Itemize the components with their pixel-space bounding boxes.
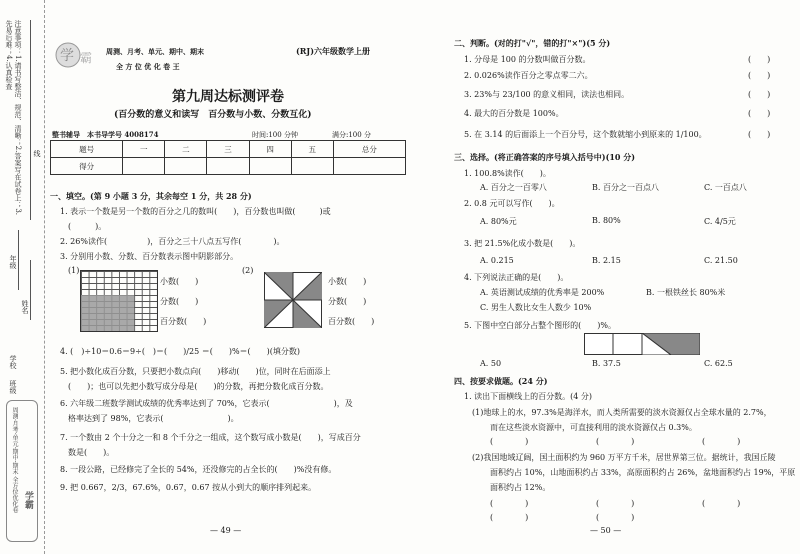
problem-1-1-line2: 而在这些淡水资源中，可直接利用的淡水资源仅占 0.3%。 — [490, 423, 697, 432]
judge-2: 2. 0.026%读作百分之零点零二六。 — [464, 71, 593, 80]
choice-2-c[interactable]: C. 4/5元 — [704, 217, 736, 226]
answer-1-1-b[interactable]: ( ) — [596, 437, 635, 446]
score-cell[interactable] — [249, 158, 291, 175]
page-number-50: — 50 — — [590, 526, 622, 535]
choice-4-b[interactable]: B. 一根铁丝长 80%米 — [646, 288, 726, 297]
judge-1-answer[interactable]: ( ) — [748, 55, 771, 64]
score-table — [50, 140, 406, 175]
meta-time: 时间:100 分钟 — [252, 131, 298, 139]
choice-2-a[interactable]: A. 80%元 — [480, 217, 517, 226]
book-tag: (RJ)六年级数学上册 — [296, 46, 371, 56]
score-header: 一 — [123, 141, 165, 158]
choice-4: 4. 下列说法正确的是( )。 — [464, 273, 569, 282]
judge-1: 1. 分母是 100 的分数叫做百分数。 — [464, 55, 591, 64]
answer-1-1-c[interactable]: ( ) — [702, 437, 741, 446]
answer-1-2-e[interactable]: ( ) — [596, 513, 635, 522]
fig1-fraction: 分数( ) — [160, 297, 199, 306]
fig2-label: (2) — [242, 266, 254, 275]
choice-1-b[interactable]: B. 百分之一百点八 — [592, 183, 659, 192]
judge-3: 3. 23%与 23/100 的意义相同，读法也相同。 — [464, 90, 630, 99]
section-1-heading: 一、填空。(第 9 小题 3 分，其余每空 1 分，共 28 分) — [50, 191, 252, 201]
problem-1-2-line1: (2)我国地域辽阔，国土面积约为 960 万平方千米，居世界第三位。据统计，我国丘陵 — [472, 453, 776, 462]
meta-score: 满分:100 分 — [332, 131, 371, 139]
choice-1-a[interactable]: A. 百分之一百零八 — [480, 183, 547, 192]
choice-1-c[interactable]: C. 一百点八 — [704, 183, 747, 192]
problem-1-1-line1: (1)地球上的水，97.3%是海洋水，而人类所需要的淡水资源仅占全球水量的 2.7%， — [472, 408, 772, 417]
q8: 8. 一段公路，已经修完了全长的 54%，还没修完的占全长的( )%没有修。 — [60, 465, 337, 474]
hundred-grid-figure — [80, 270, 158, 332]
q9: 9. 把 0.667，2/3，67.6%，0.67，0.67 按从小到大的顺序排列起来。 — [60, 483, 317, 492]
cut-label: 线 — [33, 150, 41, 157]
pinwheel-figure — [264, 272, 322, 328]
choice-5-b[interactable]: B. 37.5 — [592, 359, 621, 368]
choice-1: 1. 100.8%读作( )。 — [464, 169, 551, 178]
page-title: 第九周达标测评卷 — [172, 89, 284, 105]
section-4-heading: 四、按要求做题。(24 分) — [454, 376, 548, 386]
score-cell[interactable] — [123, 158, 165, 175]
fig1-label: (1) — [68, 266, 80, 275]
judge-4-answer[interactable]: ( ) — [748, 109, 771, 118]
page-subtitle: (百分数的意义和读写 百分数与小数、分数互化) — [114, 110, 312, 120]
answer-1-2-a[interactable]: ( ) — [490, 499, 529, 508]
q7-line1: 7. 一个数由 2 个十分之一和 8 个千分之一组成，这个数写成小数是( )，写成百分 — [60, 433, 361, 442]
brand-stamp — [6, 400, 38, 542]
choice-3-a[interactable]: A. 0.215 — [480, 256, 514, 265]
q1-line1: 1. 表示一个数是另一个数的百分之几的数叫( )，百分数也叫做( )或 — [60, 207, 331, 216]
answer-1-1-a[interactable]: ( ) — [490, 437, 529, 446]
q2: 2. 26%读作( )，百分之三十八点五写作( )。 — [60, 237, 285, 246]
judge-4: 4. 最大的百分数是 100%。 — [464, 109, 564, 118]
q7-line2: 数是( )。 — [68, 448, 115, 457]
problem-1-2-line2: 面积约占 10%，山地面积约占 33%，高原面积约占 26%，盆地面积约占 19%，平原 — [490, 468, 796, 477]
choice-5-c[interactable]: C. 62.5 — [704, 359, 733, 368]
score-row-label: 得分 — [51, 158, 123, 175]
fig2-percent: 百分数( ) — [328, 317, 375, 326]
brand-logo-icon — [54, 40, 104, 70]
score-header: 总分 — [333, 141, 405, 158]
score-header: 题号 — [51, 141, 123, 158]
answer-1-2-b[interactable]: ( ) — [596, 499, 635, 508]
score-header-row — [51, 141, 406, 158]
q1-line2: ( )。 — [68, 222, 107, 231]
svg-text:霸: 霸 — [80, 51, 93, 65]
score-header: 二 — [165, 141, 207, 158]
fig2-fraction: 分数( ) — [328, 297, 367, 306]
stamp-text: 周测·月考·单元·期中·期末 全方位优化卷 — [11, 407, 18, 513]
meta-left: 整书辅导 本书导学号 4008174 — [52, 130, 159, 139]
choice-3-c[interactable]: C. 21.50 — [704, 256, 738, 265]
section-3-heading: 三、选择。(将正确答案的序号填入括号中)(10 分) — [454, 152, 636, 162]
page-50 — [418, 0, 796, 554]
q5-line1: 5. 把小数化成百分数，只要把小数点向( )移动( )位，同时在后面添上 — [60, 367, 331, 376]
strip-figure — [584, 333, 700, 355]
answer-1-2-d[interactable]: ( ) — [490, 513, 529, 522]
name-label: 姓名 — [21, 300, 29, 314]
stamp-brand: 学霸 — [23, 491, 33, 509]
binding-notes: 注意事项：1.请书写整洁、规范、清晰；2.答案写在试卷上；3.先易后难；4.认真检查 — [5, 20, 22, 216]
binding-strip — [0, 0, 45, 554]
score-cell[interactable] — [291, 158, 333, 175]
choice-5: 5. 下图中空白部分占整个图形的( )%。 — [464, 321, 617, 330]
choice-5-a[interactable]: A. 50 — [480, 359, 502, 368]
choice-3: 3. 把 21.5%化成小数是( )。 — [464, 239, 581, 248]
school-label: 学校 — [9, 355, 17, 369]
judge-5-answer[interactable]: ( ) — [748, 130, 771, 139]
fig1-decimal: 小数( ) — [160, 277, 199, 286]
fig2-decimal: 小数( ) — [328, 277, 367, 286]
score-header: 五 — [291, 141, 333, 158]
class-label: 班级 — [9, 380, 17, 394]
score-header: 三 — [207, 141, 249, 158]
judge-5: 5. 在 3.14 的后面添上一个百分号，这个数就缩小到原来的 1/100。 — [464, 130, 707, 139]
page-49 — [46, 0, 406, 554]
score-cell[interactable] — [165, 158, 207, 175]
grade-label: 年级 — [9, 255, 17, 269]
judge-3-answer[interactable]: ( ) — [748, 90, 771, 99]
binding-line — [30, 20, 31, 220]
svg-text:学: 学 — [60, 48, 74, 64]
q5-line2: ( )；也可以先把小数写成分母是( )的分数，再把分数化成百分数。 — [68, 382, 329, 391]
choice-4-a[interactable]: A. 英语测试成绩的优秀率是 200% — [480, 288, 605, 297]
score-row — [51, 158, 406, 175]
section-2-heading: 二、判断。(对的打"√"，错的打"×")(5 分) — [454, 38, 611, 48]
problem-1: 1. 读出下面横线上的百分数。(4 分) — [464, 392, 593, 401]
q3: 3. 分别用小数、分数、百分数表示图中阴影部分。 — [60, 252, 239, 261]
choice-4-c[interactable]: C. 男生人数比女生人数少 10% — [480, 303, 592, 312]
choice-2: 2. 0.8 元可以写作( )。 — [464, 199, 560, 208]
choice-3-b[interactable]: B. 2.15 — [592, 256, 621, 265]
fig1-percent: 百分数( ) — [160, 317, 207, 326]
answer-1-2-c[interactable]: ( ) — [702, 499, 741, 508]
q6-line2: 格率达到了 98%，它表示( )。 — [68, 414, 239, 423]
score-cell[interactable] — [207, 158, 249, 175]
q4: 4. ( )÷10＝0.6＝9÷( )＝( )/25 ＝( )%＝( )(填分数) — [60, 347, 301, 356]
judge-2-answer[interactable]: ( ) — [748, 71, 771, 80]
q6-line1: 6. 六年级二班数学测试成绩的优秀率达到了 70%，它表示( )，及 — [60, 399, 353, 408]
brand-sub: 全 方 位 优 化 卷 王 — [116, 62, 180, 71]
name-field[interactable] — [30, 260, 31, 320]
page-number-49: — 49 — — [210, 526, 242, 535]
grade-field[interactable] — [18, 230, 19, 290]
score-cell[interactable] — [333, 158, 405, 175]
brand-line: 周测、月考、单元、期中、期末 — [106, 47, 204, 56]
score-header: 四 — [249, 141, 291, 158]
grid-shaded-area — [81, 295, 134, 331]
choice-2-b[interactable]: B. 80% — [592, 216, 621, 225]
problem-1-2-line3: 面积约占 12%。 — [490, 483, 551, 492]
